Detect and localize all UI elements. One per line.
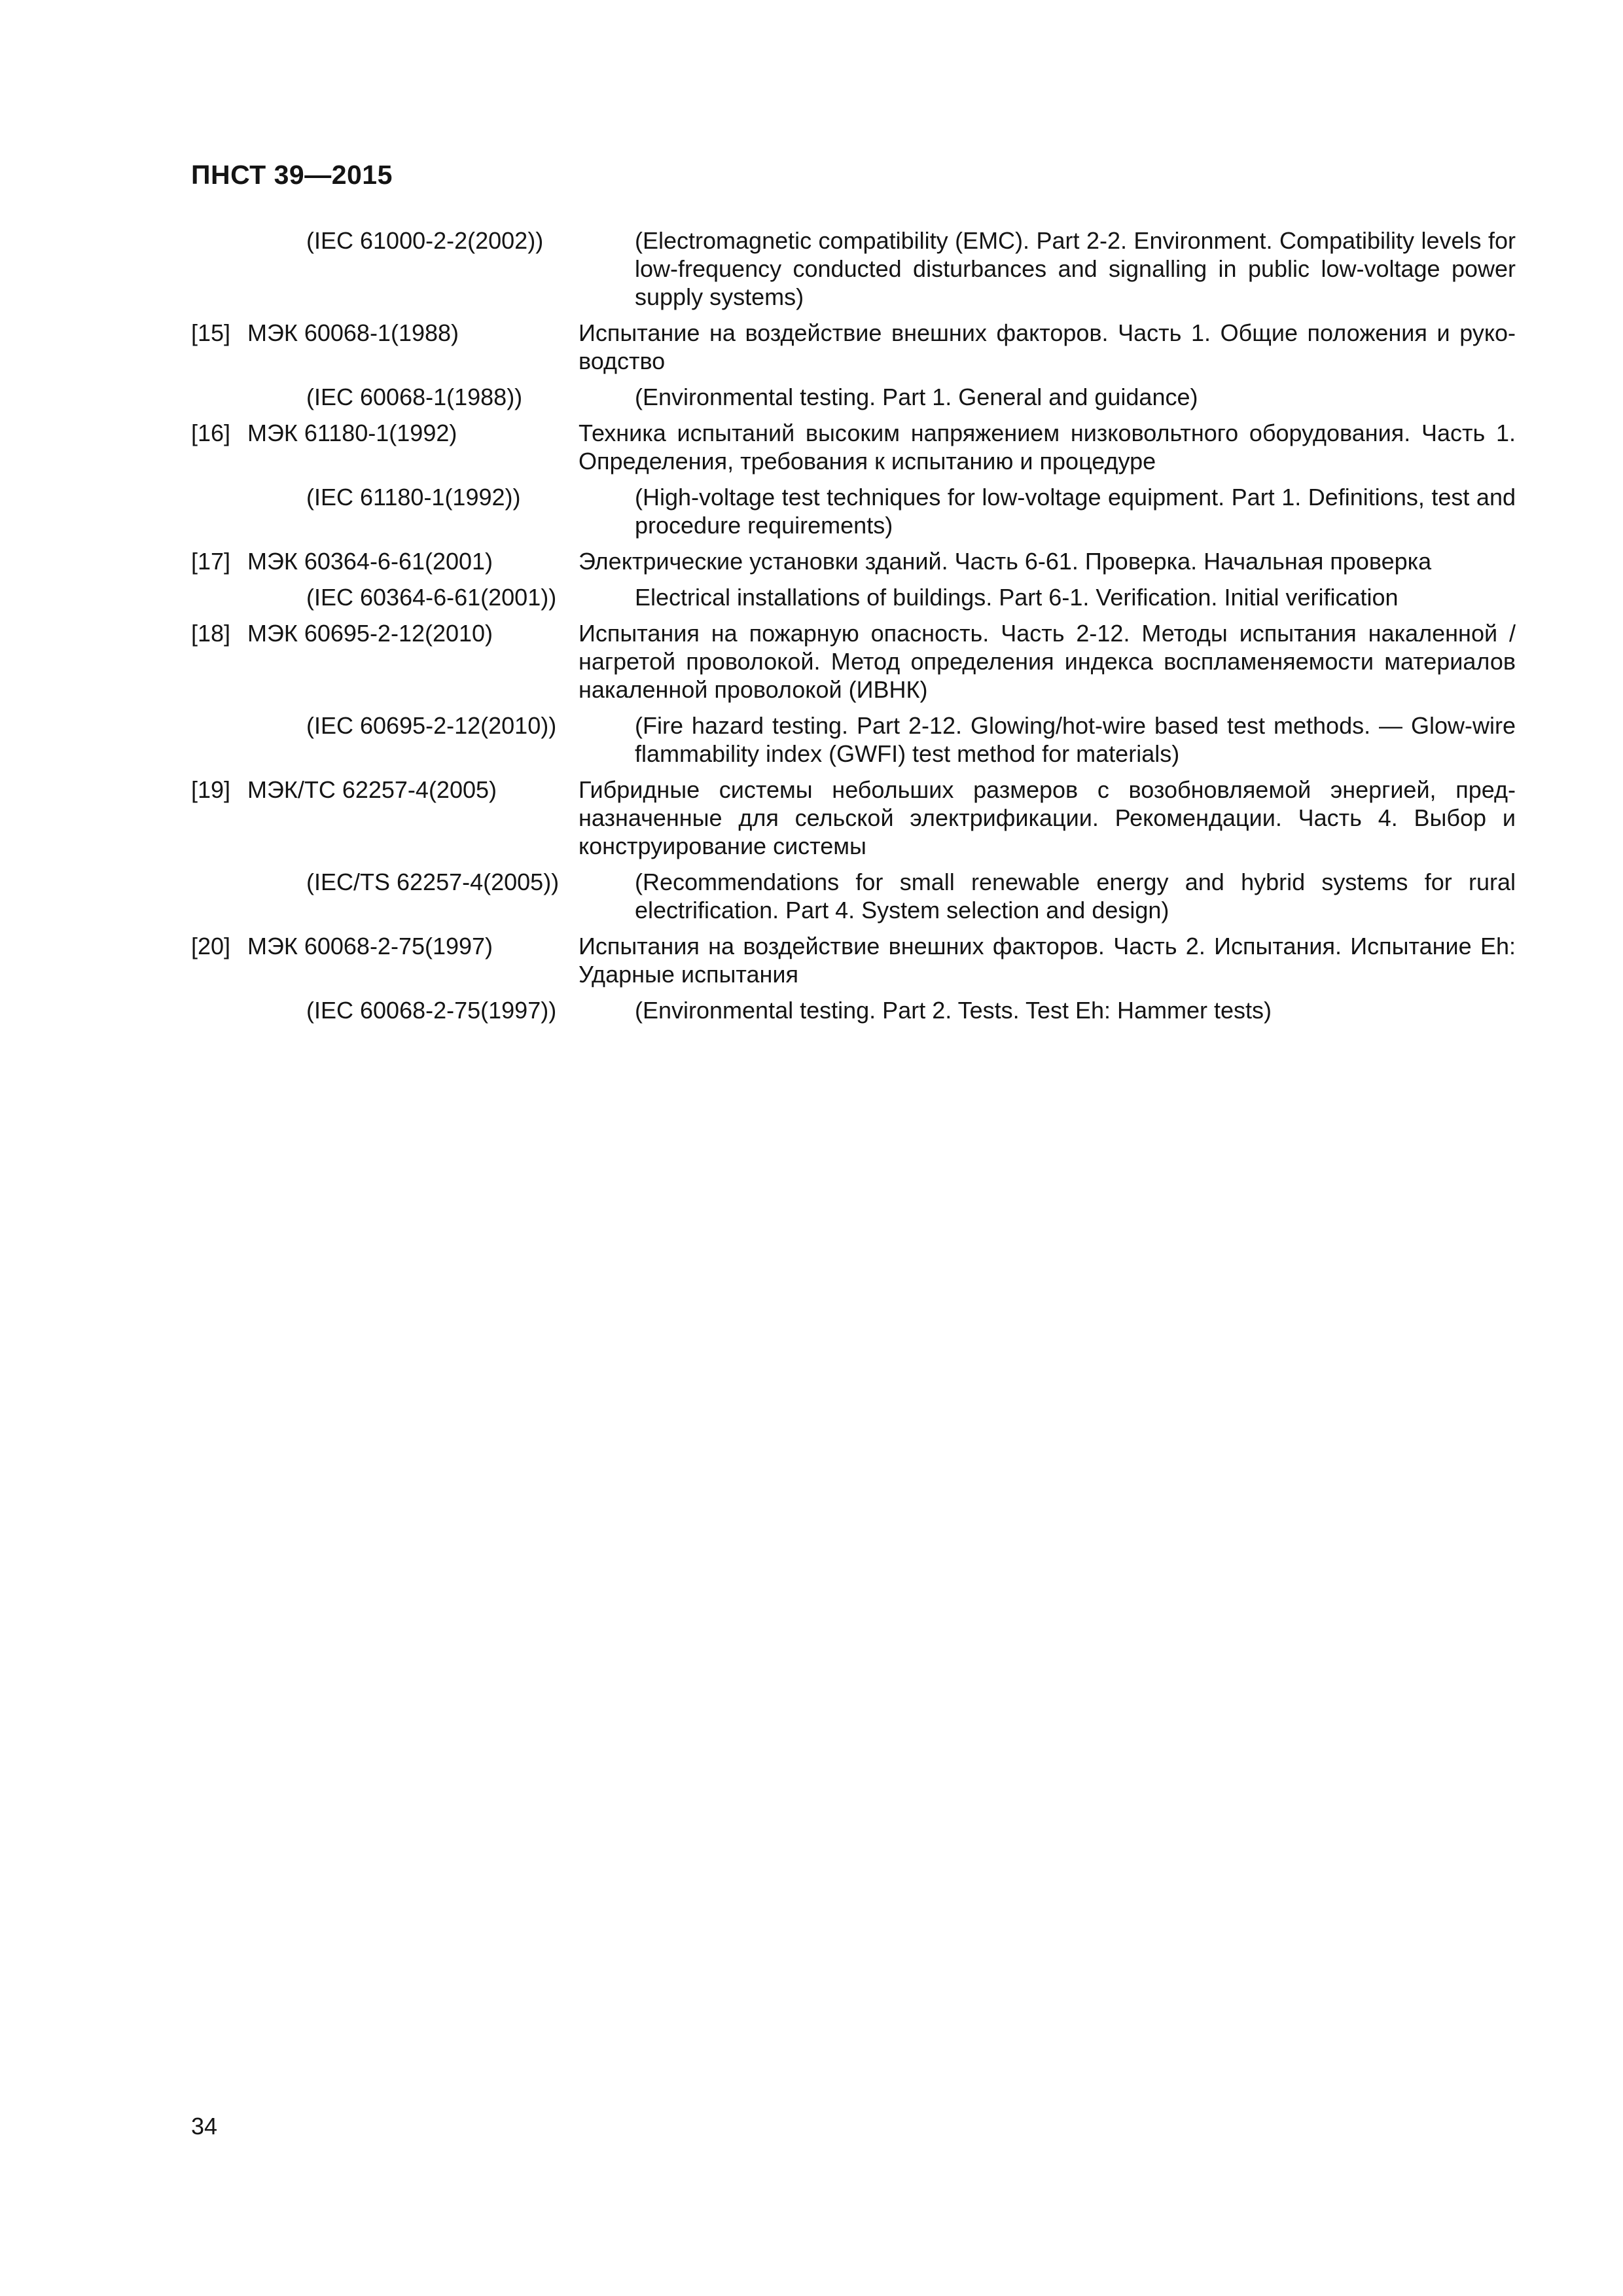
- bibliography-list: [191, 226, 1516, 1032]
- standard-designation: МЭК 60364-6-61(2001): [247, 548, 493, 575]
- reference-row: [191, 868, 1516, 924]
- standard-designation: МЭК 61180-1(1992): [247, 420, 457, 446]
- standard-designation: (IEC 60068-1(1988)): [306, 384, 523, 410]
- standard-designation: (IEC 60364-6-61(2001)): [306, 584, 557, 611]
- standard-designation: МЭК 60068-2-75(1997): [247, 933, 493, 960]
- reference-row: [191, 619, 1516, 704]
- reference-row: [191, 711, 1516, 768]
- standard-designation: (IEC 61000-2-2(2002)): [306, 227, 544, 254]
- document-header: ПНСТ 39—2015: [191, 160, 393, 190]
- reference-number: [19]: [191, 776, 231, 803]
- reference-number: [20]: [191, 933, 231, 960]
- standard-designation: (IEC 60695-2-12(2010)): [306, 712, 557, 739]
- reference-number: [15]: [191, 319, 231, 346]
- standard-title: (Recommendations for small renewable energy and hybrid systems for rural electrification. Part 4. System selection and design): [635, 869, 1516, 924]
- reference-row: [191, 583, 1516, 611]
- standard-title: (Electromagnetic compatibility (EMC). Part 2-2. Environment. Compatibility levels for low-frequency conducted disturbances and signalling in public low-voltage power supply systems): [635, 227, 1516, 310]
- standard-title: Гибридные системы небольших размеров с возобновляемой энергией, предназначенные для сельской электрификации. Рекомендации. Часть 4. Выбор и конструирование системы: [579, 776, 1516, 859]
- standard-title: (Fire hazard testing. Part 2-12. Glowing/hot-wire based test methods. — Glow-wire flammability index (GWFI) test method for materials): [635, 712, 1516, 767]
- standard-designation: (IEC 60068-2-75(1997)): [306, 997, 557, 1024]
- standard-title: Техника испытаний высоким напряжением низковольтного оборудования. Часть 1. Определения, требования к испытанию и процедуре: [579, 420, 1516, 475]
- standard-designation: (IEC 61180-1(1992)): [306, 484, 521, 511]
- reference-number: [18]: [191, 620, 231, 647]
- reference-row: [191, 547, 1516, 575]
- standard-title: Испытание на воздействие внешних факторов. Часть 1. Общие положения и руководство: [579, 319, 1516, 374]
- standard-designation: (IEC/TS 62257-4(2005)): [306, 869, 560, 895]
- standard-title: Испытания на пожарную опасность. Часть 2-12. Методы испытания накаленной / нагретой проволокой. Метод определения индекса воспламеняемости материалов накаленной проволокой (ИВНК): [579, 620, 1516, 703]
- reference-row: [191, 383, 1516, 411]
- reference-row: [191, 226, 1516, 311]
- reference-row: [191, 319, 1516, 375]
- reference-row: [191, 932, 1516, 988]
- standard-title: Electrical installations of buildings. Part 6-1. Verification. Initial verification: [635, 584, 1399, 611]
- reference-row: [191, 483, 1516, 539]
- reference-row: [191, 996, 1516, 1024]
- standard-title: (High-voltage test techniques for low-voltage equipment. Part 1. Definitions, test and procedure requirements): [635, 484, 1516, 539]
- standard-designation: МЭК 60068-1(1988): [247, 319, 459, 346]
- standard-designation: МЭК/ТС 62257-4(2005): [247, 776, 497, 803]
- reference-row: [191, 419, 1516, 475]
- reference-number: [16]: [191, 420, 231, 446]
- standard-title: (Environmental testing. Part 1. General and guidance): [635, 384, 1198, 410]
- reference-row: [191, 776, 1516, 860]
- reference-number: [17]: [191, 548, 231, 575]
- standard-title: (Environmental testing. Part 2. Tests. Test Eh: Hammer tests): [635, 997, 1272, 1024]
- standard-title: Электрические установки зданий. Часть 6-61. Проверка. Начальная проверка: [579, 548, 1432, 575]
- page-number: 34: [191, 2113, 218, 2140]
- standard-title: Испытания на воздействие внешних факторов. Часть 2. Испытания. Испытание Eh: Ударные испытания: [579, 933, 1516, 988]
- standard-designation: МЭК 60695-2-12(2010): [247, 620, 493, 647]
